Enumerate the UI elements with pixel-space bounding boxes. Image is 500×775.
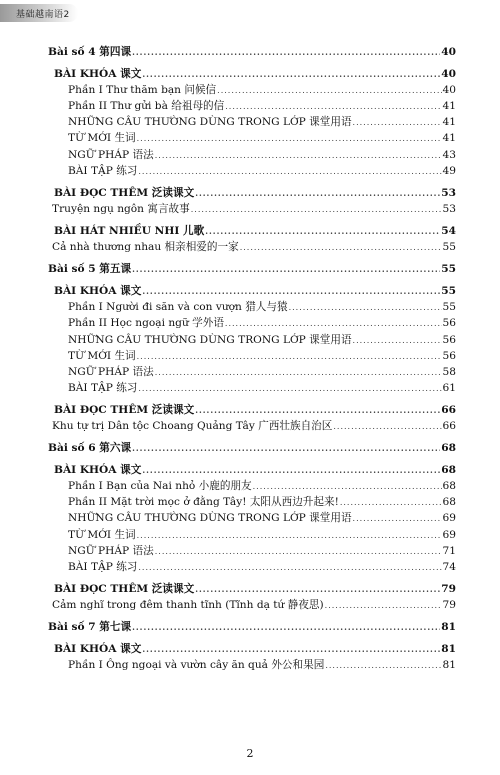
- dot-leader: [137, 532, 442, 540]
- dot-leader: [142, 70, 440, 78]
- dot-leader: [132, 48, 440, 56]
- toc-entry-page-number: 40: [442, 84, 456, 97]
- toc-entry-page-number: 68: [441, 464, 456, 477]
- toc-entry-title: Truyện ngụ ngôn 寓言故事: [52, 202, 190, 215]
- toc-section-entry[interactable]: [46, 185, 456, 201]
- toc-entry-page-number: 40: [441, 46, 456, 58]
- dot-leader: [195, 189, 440, 197]
- toc-entry-title: BÀI HÁT NHIỀU NHI 儿歌: [54, 224, 205, 237]
- dot-leader: [195, 406, 440, 414]
- dot-leader: [191, 206, 442, 214]
- toc-entry-title: BÀI KHÓA 课文: [54, 285, 142, 298]
- toc-entry-title: Bài số 5 第五课: [48, 263, 132, 276]
- dot-leader: [225, 103, 441, 111]
- toc-entry-page-number: 41: [442, 100, 456, 113]
- dot-leader: [353, 337, 442, 345]
- toc-sub-entry[interactable]: [46, 527, 456, 543]
- toc-entry-title: Phần I Bạn của Nai nhỏ 小鹿的朋友: [68, 480, 252, 493]
- toc-entry-title: Phần I Người đi săn và con vượn 猎人与猿: [68, 301, 288, 314]
- toc-sub-entry[interactable]: [46, 657, 456, 673]
- toc-entry-page-number: 41: [442, 132, 456, 145]
- toc-entry-title: BÀI KHÓA 课文: [54, 68, 142, 81]
- toc-entry-page-number: 58: [442, 365, 456, 378]
- toc-entry-title: BÀI KHÓA 课文: [54, 464, 142, 477]
- toc-entry-title: Bài số 4 第四课: [48, 46, 132, 58]
- toc-lesson-entry[interactable]: [46, 261, 456, 277]
- toc-sub-entry[interactable]: [46, 332, 456, 348]
- toc-entry-page-number: 79: [442, 598, 456, 611]
- toc-entry-title: TỪ MỚI 生词: [68, 528, 136, 541]
- toc-sub-entry[interactable]: [46, 348, 456, 364]
- dot-leader: [253, 483, 442, 491]
- toc-entry-title: NHỮNG CÂU THƯỜNG DÙNG TRONG LỚP 课堂用语: [68, 512, 352, 525]
- dot-leader: [132, 623, 440, 631]
- running-header: [0, 0, 500, 26]
- toc-sub-entry[interactable]: [46, 380, 456, 396]
- toc-entry-page-number: 81: [441, 643, 456, 656]
- toc-plain-entry[interactable]: [46, 201, 456, 217]
- toc-sub-entry[interactable]: [46, 478, 456, 494]
- toc-entry-title: Bài số 7 第七课: [48, 621, 132, 633]
- toc-entry-page-number: 55: [441, 285, 456, 298]
- toc-entry-page-number: 56: [442, 349, 456, 362]
- toc-entry-title: Phần II Thư gửi bà 给祖母的信: [68, 100, 225, 113]
- toc-entry-title: TỪ MỚI 生词: [68, 349, 136, 362]
- dot-leader: [155, 152, 442, 160]
- toc-sub-entry[interactable]: [46, 147, 456, 163]
- toc-entry-page-number: 74: [442, 560, 456, 573]
- toc-entry-page-number: 66: [442, 419, 456, 432]
- toc-sub-entry[interactable]: [46, 299, 456, 315]
- dot-leader: [138, 564, 441, 572]
- toc-entry-title: BÀI ĐỌC THÊM 泛读课文: [54, 582, 195, 595]
- toc-entry-page-number: 55: [442, 301, 456, 314]
- toc-entry-title: Cảm nghĩ trong đêm thanh tĩnh (Tĩnh dạ tứ 静夜思): [52, 598, 324, 611]
- toc-sub-entry[interactable]: [46, 364, 456, 380]
- toc-entry-title: NGỮ PHÁP 语法: [68, 544, 154, 557]
- toc-lesson-entry[interactable]: [46, 44, 456, 60]
- toc-plain-entry[interactable]: [46, 418, 456, 434]
- toc-sub-entry[interactable]: [46, 98, 456, 114]
- toc-entry-page-number: 41: [442, 116, 456, 129]
- toc-sub-entry[interactable]: [46, 559, 456, 575]
- toc-entry-title: NHỮNG CÂU THƯỜNG DÙNG TRONG LỚP 课堂用语: [68, 116, 352, 129]
- dot-leader: [137, 135, 442, 143]
- dot-leader: [289, 304, 442, 312]
- toc-entry-page-number: 68: [441, 442, 456, 455]
- toc-entry-page-number: 43: [442, 148, 456, 161]
- toc-entry-page-number: 69: [442, 528, 456, 541]
- dot-leader: [142, 466, 440, 474]
- toc-sub-entry[interactable]: [46, 114, 456, 130]
- toc-entry-page-number: 61: [442, 381, 456, 394]
- toc-entry-title: NGỮ PHÁP 语法: [68, 148, 154, 161]
- toc-entry-page-number: 56: [442, 333, 456, 346]
- toc-entry-title: BÀI TẬP 练习: [68, 560, 138, 573]
- dot-leader: [217, 87, 441, 95]
- table-of-contents: [46, 44, 456, 673]
- toc-entry-title: Phần I Ông ngoại và vườn cây ăn quả 外公和果园: [68, 659, 325, 672]
- toc-entry-title: Phần I Thư thăm bạn 问候信: [68, 84, 217, 97]
- toc-entry-title: Phần II Học ngoại ngữ 学外语: [68, 317, 224, 330]
- toc-entry-page-number: 40: [441, 68, 456, 81]
- dot-leader: [138, 385, 441, 393]
- toc-plain-entry[interactable]: [46, 239, 456, 255]
- dot-leader: [155, 548, 442, 556]
- dot-leader: [353, 119, 442, 127]
- toc-sub-entry[interactable]: [46, 315, 456, 331]
- dot-leader: [333, 423, 441, 431]
- toc-entry-page-number: 54: [441, 224, 456, 237]
- dot-leader: [137, 353, 442, 361]
- toc-entry-title: Phần II Mặt trời mọc ở đằng Tây! 太阳从西边升起来!: [68, 496, 339, 509]
- toc-entry-page-number: 53: [441, 186, 456, 199]
- toc-sub-entry[interactable]: [46, 163, 456, 179]
- toc-entry-page-number: 49: [442, 164, 456, 177]
- dot-leader: [142, 287, 440, 295]
- toc-entry-page-number: 69: [442, 512, 456, 525]
- toc-section-entry[interactable]: [46, 66, 456, 82]
- toc-sub-entry[interactable]: [46, 494, 456, 510]
- toc-lesson-entry[interactable]: [46, 440, 456, 456]
- toc-section-entry[interactable]: [46, 223, 456, 239]
- dot-leader: [132, 265, 440, 273]
- toc-section-entry[interactable]: [46, 402, 456, 418]
- dot-leader: [340, 499, 442, 507]
- toc-entry-title: BÀI KHÓA 课文: [54, 643, 142, 656]
- toc-entry-page-number: 81: [442, 659, 456, 672]
- dot-leader: [225, 320, 442, 328]
- toc-entry-page-number: 79: [441, 582, 456, 595]
- toc-entry-title: BÀI TẬP 练习: [68, 164, 138, 177]
- toc-entry-page-number: 55: [442, 241, 456, 254]
- toc-entry-title: TỪ MỚI 生词: [68, 132, 136, 145]
- toc-entry-title: Bài số 6 第六课: [48, 442, 132, 455]
- toc-entry-page-number: 68: [442, 496, 456, 509]
- toc-entry-title: BÀI ĐỌC THÊM 泛读课文: [54, 403, 195, 416]
- dot-leader: [138, 168, 441, 176]
- toc-sub-entry[interactable]: [46, 543, 456, 559]
- dot-leader: [142, 645, 440, 653]
- toc-sub-entry[interactable]: [46, 510, 456, 526]
- toc-entry-page-number: 81: [441, 621, 456, 633]
- dot-leader: [240, 244, 442, 252]
- toc-entry-title: Cả nhà thương nhau 相亲相爱的一家: [52, 241, 239, 254]
- toc-entry-page-number: 68: [442, 480, 456, 493]
- toc-sub-entry[interactable]: [46, 130, 456, 146]
- toc-entry-page-number: 53: [442, 202, 456, 215]
- toc-entry-title: NHỮNG CÂU THƯỜNG DÙNG TRONG LỚP 课堂用语: [68, 333, 352, 346]
- dot-leader: [205, 227, 440, 235]
- toc-entry-title: BÀI TẬP 练习: [68, 381, 138, 394]
- toc-entry-title: BÀI ĐỌC THÊM 泛读课文: [54, 186, 195, 199]
- dot-leader: [132, 444, 440, 452]
- dot-leader: [155, 369, 442, 377]
- toc-section-entry[interactable]: [46, 283, 456, 299]
- dot-leader: [353, 515, 442, 523]
- dot-leader: [325, 602, 442, 610]
- dot-leader: [325, 662, 441, 670]
- toc-section-entry[interactable]: [46, 641, 456, 657]
- toc-entry-page-number: 56: [442, 317, 456, 330]
- toc-entry-title: NGỮ PHÁP 语法: [68, 365, 154, 378]
- toc-plain-entry[interactable]: [46, 597, 456, 613]
- toc-entry-page-number: 55: [441, 263, 456, 276]
- book-title: 基础越南语2: [16, 10, 70, 20]
- toc-section-entry[interactable]: [46, 462, 456, 478]
- toc-entry-page-number: 66: [441, 403, 456, 416]
- toc-section-entry[interactable]: [46, 581, 456, 597]
- toc-entry-title: Khu tự trị Dân tộc Choang Quảng Tây 广西壮族自治区: [52, 419, 333, 432]
- page-number: 2: [246, 747, 254, 760]
- toc-lesson-entry[interactable]: [46, 619, 456, 635]
- toc-sub-entry[interactable]: [46, 82, 456, 98]
- toc-entry-page-number: 71: [442, 544, 456, 557]
- dot-leader: [195, 585, 440, 593]
